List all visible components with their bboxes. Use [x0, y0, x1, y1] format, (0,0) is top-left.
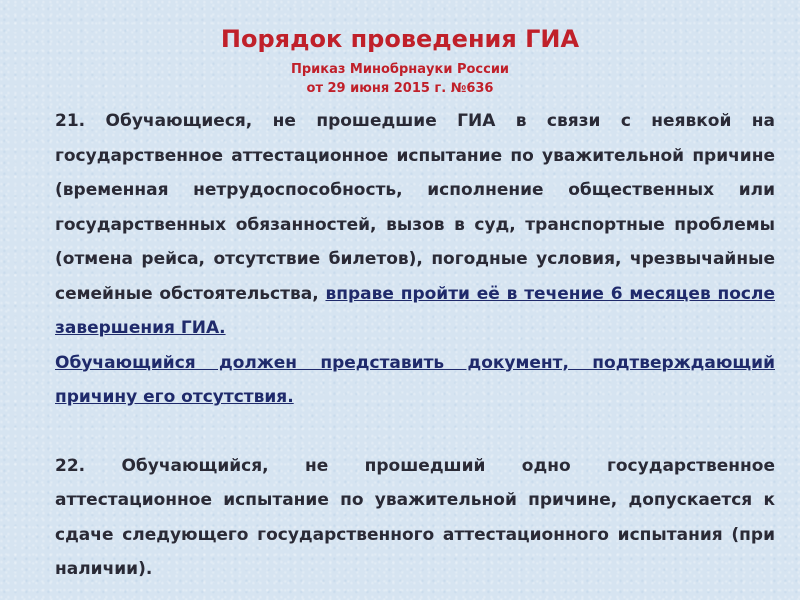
paragraph-21-text: 21. Обучающиеся, не прошедшие ГИА в связи с неявкой на государственное аттестационное испытание по уважительной причине (временная нетрудоспособность, исполнение общественных или государственных обязанностей, вызов в суд, транспортные проблемы (отмена рейса, отсутствие билетов), погодные условия, чрезвычайные семейные обстоятельства, — [55, 111, 775, 304]
paragraph-21-highlight: вправе пройти её в течение 6 месяцев после завершения ГИА. — [55, 283, 775, 338]
paragraph-spacer — [55, 415, 775, 449]
paragraph-21-requirement-text: Обучающийся должен представить документ, подтверждающий причину его отсутствия. — [55, 352, 775, 407]
paragraph-22: 22. Обучающийся, не прошедший одно государственное аттестационное испытание по уважительной причине, допускается к сдаче следующего государственного аттестационного испытания (при наличии). — [55, 455, 775, 579]
slide-body — [55, 104, 775, 587]
order-date: от 29 июня 2015 г. №636 — [306, 81, 494, 96]
order-name: Приказ Минобрнауки России — [290, 62, 510, 77]
paragraph-21-requirement — [55, 346, 775, 415]
slide-title: Порядок проведения ГИА — [220, 25, 580, 53]
paragraph-21 — [55, 104, 775, 346]
